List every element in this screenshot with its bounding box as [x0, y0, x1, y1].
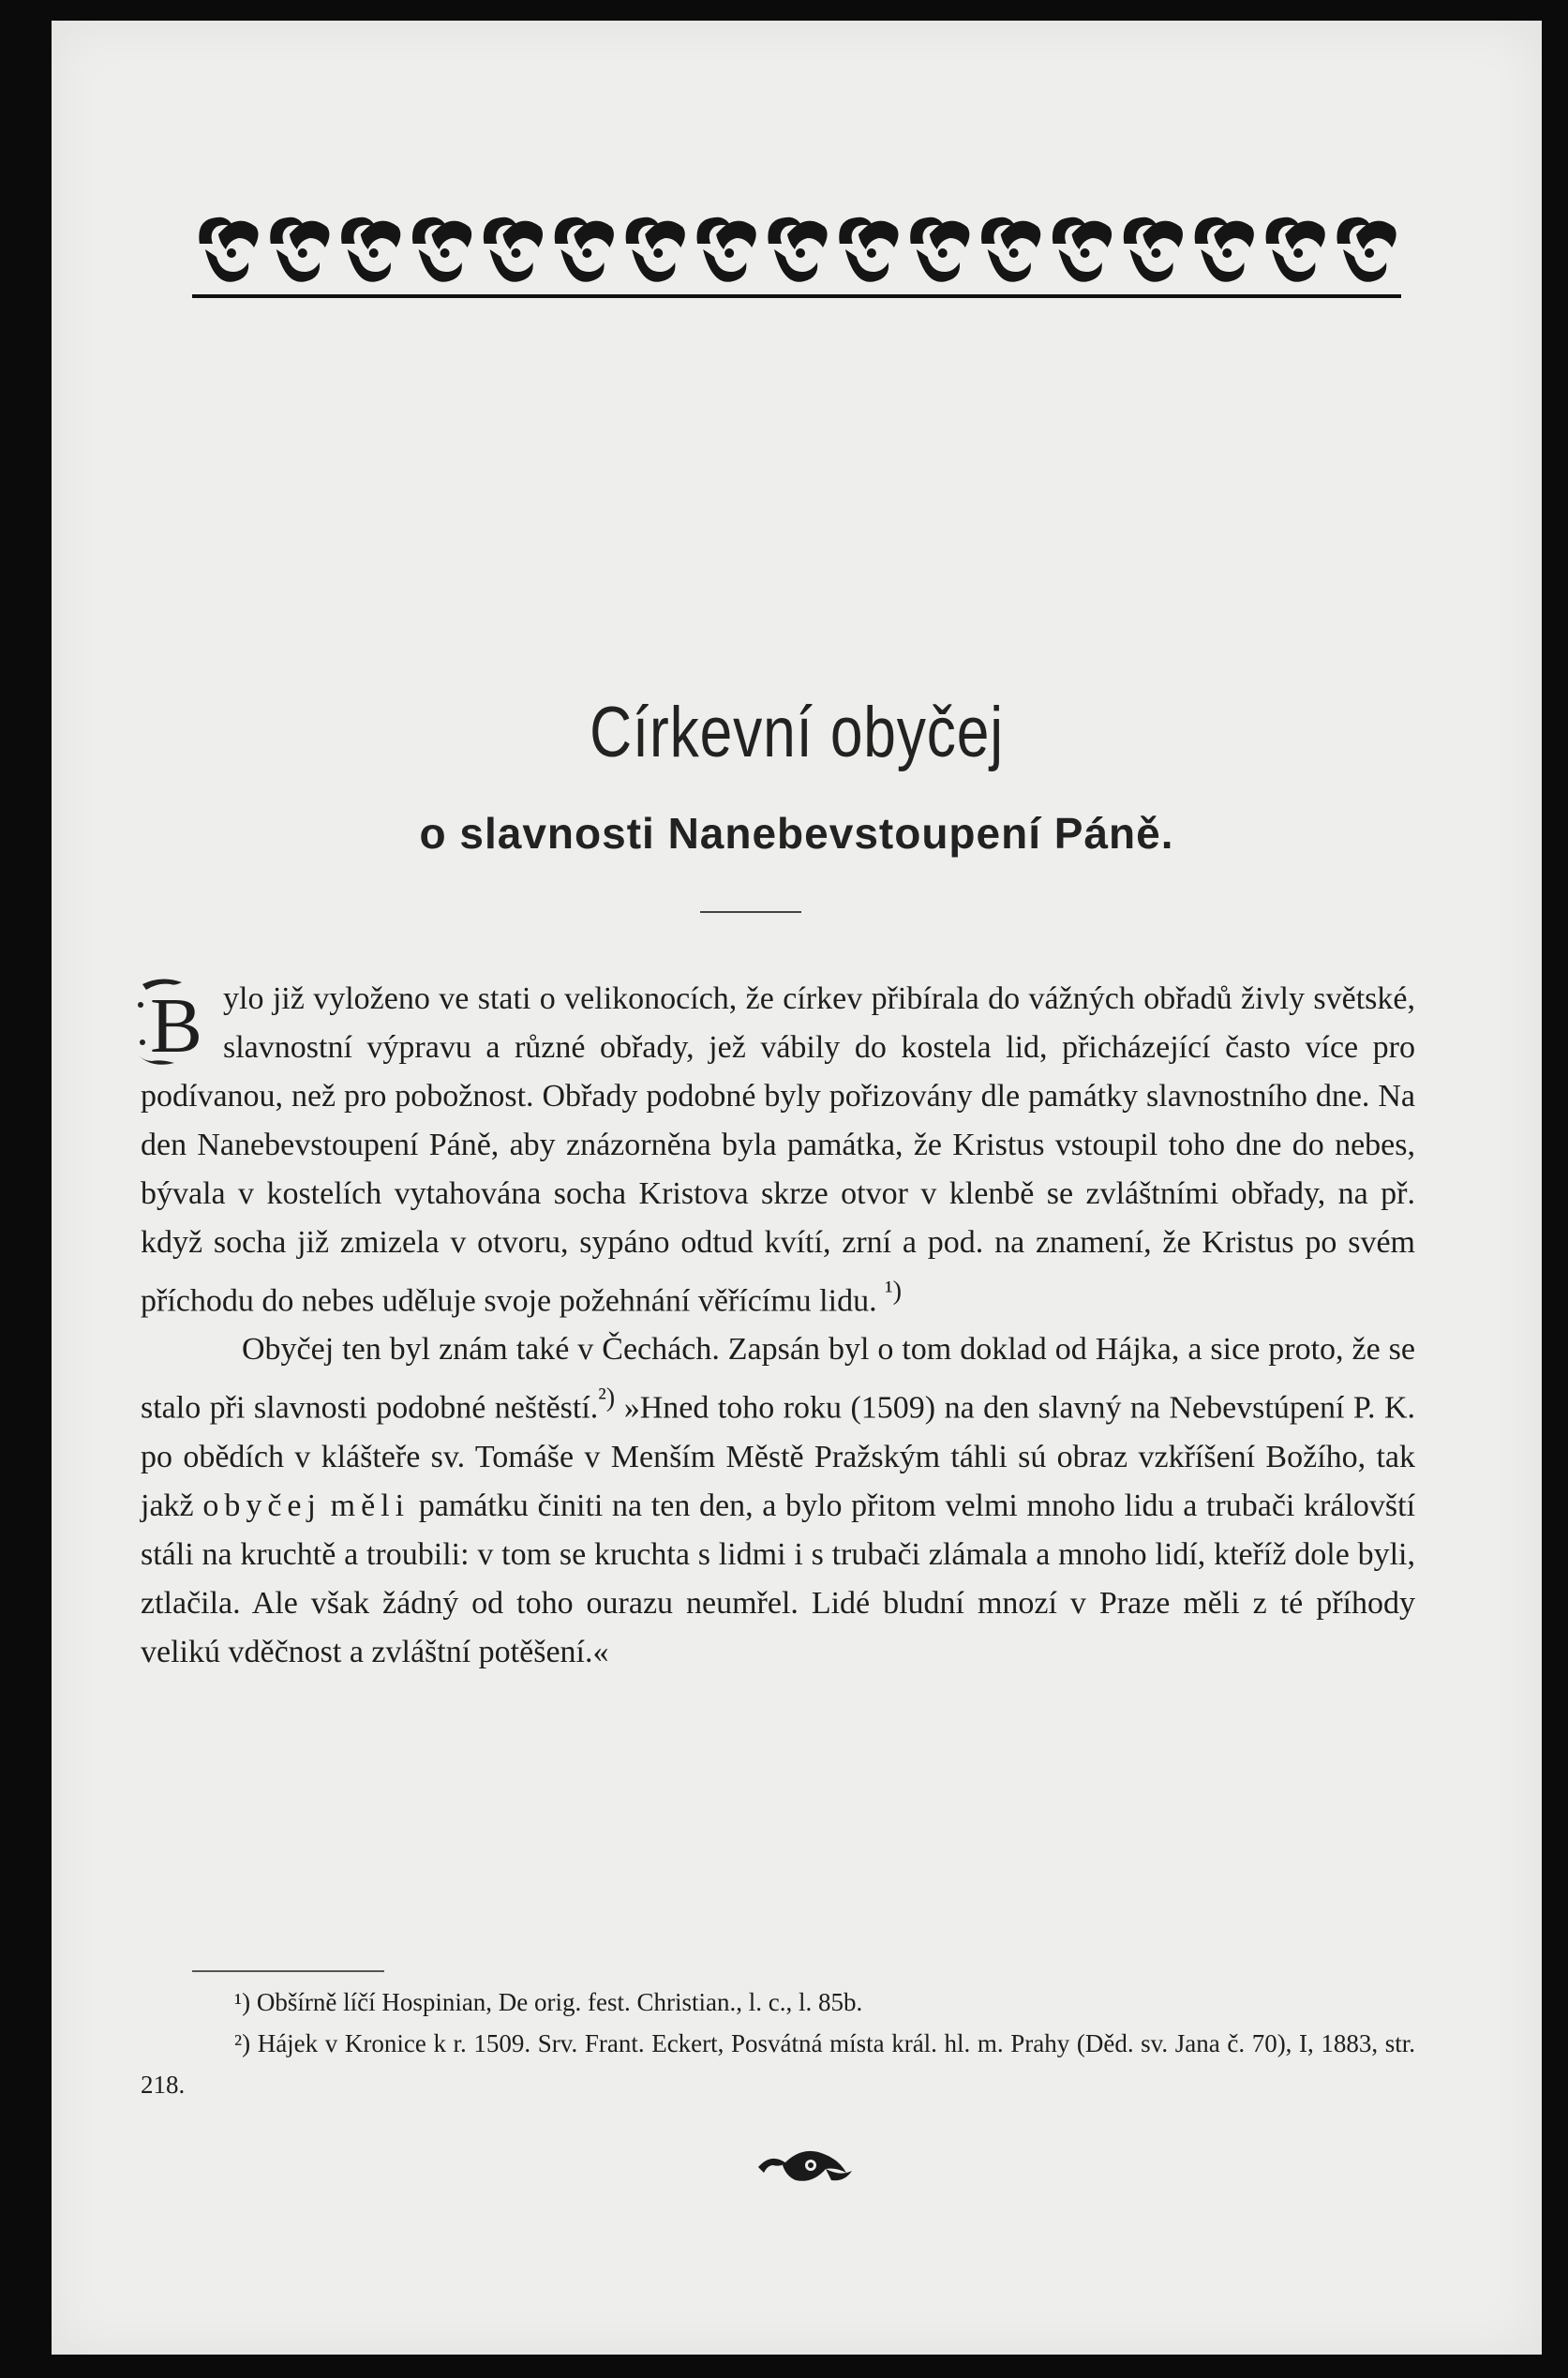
fleuron-icon [697, 217, 756, 282]
spaced-word-meli: měli [330, 1488, 411, 1523]
fleuron-icon [1053, 217, 1112, 282]
end-fleuron-icon [754, 2139, 858, 2191]
fleuron-icon [555, 217, 614, 282]
chapter-title: Církevní obyčej [590, 693, 1004, 772]
title-divider [700, 911, 801, 913]
fleuron-icon [1337, 217, 1396, 282]
fleuron-icon [484, 217, 543, 282]
footnote-ref-2[interactable]: ²) [598, 1383, 616, 1413]
fleuron-icon [199, 217, 258, 282]
chapter-subtitle: o slavnosti Nanebevstoupení Páně. [419, 809, 1174, 858]
fleuron-icon [341, 217, 400, 282]
paragraph-1 [141, 975, 1415, 1325]
tailpiece [754, 2139, 858, 2191]
paragraph-2-text-b: »Hned toho roku (1509) na den slavný na Nebevstúpení P. K. po obědích v klášteře sv. Tomáše v Menším Městě Pražským táhli sú obraz vzkříšení Božího, tak jakž [141, 1390, 1416, 1523]
paragraph-1-text: ylo již vyloženo ve stati o velikonocích, že církev přibírala do vážných obřadů živly světské, slavnostní výpravu a různé obřady, jež vábily do kostela lid, přicházející často více pro podívanou, než pro pobožnost. Obřady podobné byly pořizovány dle památky slavnostního dne. Na den Nanebevstoupení Páně, aby znázorněna byla památka, že Kristus vstoupil toho dne do nebes, bývala v kostelích vytahována socha Kristova skrze otvor v klenbě se zvláštními obřady, na př. když socha již zmizela v otvoru, sypáno odtud kvítí, zrní a pod. na znamení, že Kristus po svém příchodu do nebes uděluje svoje požehnání věřícímu lidu. [141, 981, 1415, 1319]
fleuron-icon [910, 217, 969, 282]
fleuron-icon [1124, 217, 1183, 282]
header-ornament-band [192, 206, 1401, 300]
footnotes [141, 1982, 1415, 2105]
footnote-ref-1[interactable]: ¹) [885, 1277, 903, 1306]
dropcap [133, 977, 214, 1070]
footnote-1-text: Obšírně líčí Hospinian, De orig. fest. Christian., l. c., l. 85b. [256, 1988, 863, 2016]
fleuron-icon [626, 217, 685, 282]
fleuron-icon [1195, 217, 1254, 282]
footnote-1 [141, 1982, 1415, 2023]
fleuron-icon [270, 217, 329, 282]
footnote-2-text: Hájek v Kronice k r. 1509. Srv. Frant. Eckert, Posvátná místa král. hl. m. Prahy (Děd. sv. Jana č. 70), I, 1883, str. 218. [141, 2029, 1415, 2099]
footnote-1-mark: ¹) [234, 1988, 251, 2016]
body-text [141, 975, 1415, 1677]
footnote-2 [141, 2023, 1415, 2105]
fleuron-icon [412, 217, 471, 282]
fleuron-icon [981, 217, 1040, 282]
ornate-dropcap-icon [133, 977, 214, 1070]
fleuron-icon [768, 217, 827, 282]
dropcap-letter: B [149, 982, 203, 1069]
book-page [52, 21, 1542, 2355]
fleuron-icon [839, 217, 898, 282]
paragraph-2-text-a: Obyčej ten byl znám také v Čechách. Zapsán byl o tom doklad od Hájka, a sice proto, že se stalo při slavnosti podobné neštěstí. [141, 1332, 1415, 1426]
paragraph-2 [141, 1325, 1415, 1676]
fleuron-row-icon [192, 206, 1401, 300]
paragraph-2-text-c: památku činiti na ten den, a bylo přitom velmi mnoho lidu a trubači královští stáli na kruchtě a troubili: v tom se kruchta s lidmi i s trubači zlámala a mnoho lidí, kteříž dole byli, ztlačila. Ale však žádný od toho ourazu neumřel. Lidé bludní mnozí v Praze měli z té příhody velikú vděčnost a zvláštní potěšení.« [141, 1488, 1416, 1669]
fleuron-icon [1266, 217, 1325, 282]
spaced-word-obycej: obyčej [202, 1488, 321, 1523]
footnote-separator [192, 1970, 384, 1972]
footnote-2-mark: ²) [234, 2029, 251, 2057]
